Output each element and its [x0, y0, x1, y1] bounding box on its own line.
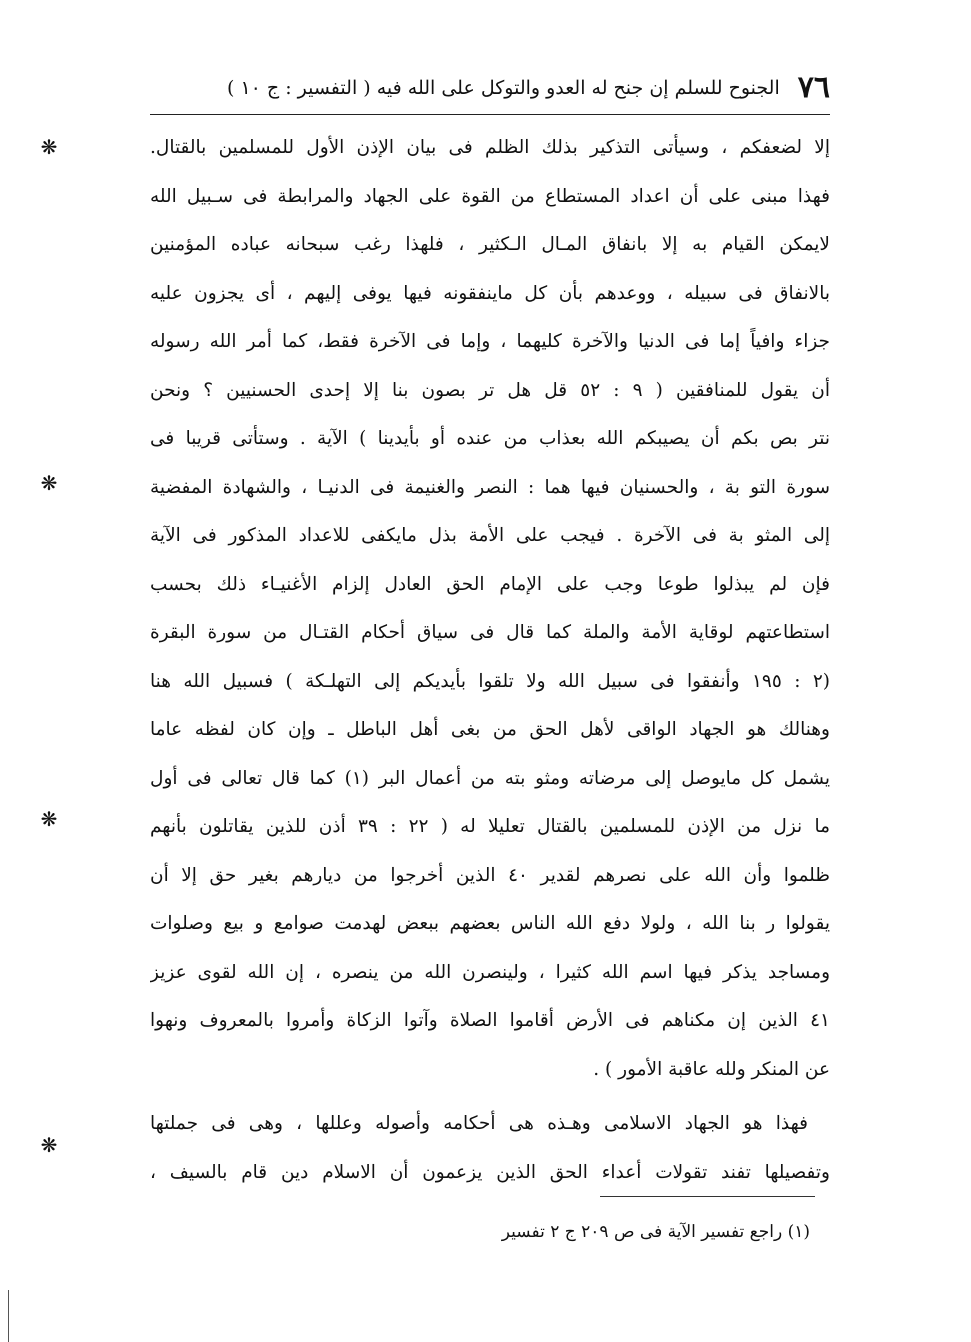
text-line: فهذا هو الجهاد الاسلامى وهـذه هى أحكامه وأصوله وعللها ، وهى فى جملتها [150, 1113, 808, 1134]
text-line: بالانفاق فى سبيله ، ووعدهم بأن كل ماينفقونه فيها يوفى إليهم ، أى يجزون عليه [150, 282, 830, 304]
margin-ornament-icon: ❋ [40, 807, 58, 831]
text-line: ومساجد يذكر فيها اسم الله كثيرا ، ولينصرن الله من ينصره ، إن الله لقوى عزيز [150, 961, 830, 983]
text-line: استطاعتهم لوقاية الأمة والملة كما قال فى سياق أحكام القتـال من سورة البقرة [150, 622, 830, 643]
text-line: يقولوا ر بنا الله ، ولولا دفع الله الناس بعضهم ببعض لهدمت صوامع و بيع وصلوات [150, 913, 830, 934]
text-line: فإن لم يبذلوا طوعا وجب على الإمام الحق العادل إلزام الأغنيـاء ذلك بحسب [150, 573, 830, 595]
margin-ornament-icon: ❋ [40, 471, 58, 495]
text-line: يشمل كل مايوصل إلى مرضاته ومثو بته من أعمال البر (١) كما قال تعالى فى أول [150, 767, 830, 789]
header-rule [150, 114, 830, 115]
text-line: جزاء وافياً إما فى الدنيا والآخرة كليهما ، وإما فى الآخرة فقط، كما أمر الله رسوله [150, 331, 830, 352]
page-header [150, 68, 830, 108]
text-line: (٢ : ١٩٥ وأنفقوا فى سبيل الله ولا تلقوا بأيديكم إلى التهلـكة ) فسبيل الله هنا [150, 670, 830, 692]
text-line: نتر بص بكم أن يصيبكم الله بعذاب من عنده أو بأيدينا ) الآية . وستأتى قريبا فى [150, 428, 830, 449]
text-line: إلى المثو بة فى الآخرة . فيجب على الأمة بذل مايكفى للاعداد المذكور فى الآية [150, 525, 830, 546]
text-line: ٤١ الذين إن مكناهم فى الأرض أقاموا الصلاة وآتوا الزكاة وأمروا بالمعروف ونهوا [150, 1010, 830, 1031]
text-line: عن المنكر ولله عاقبة الأمور ) . [593, 1058, 830, 1080]
running-title: الجنوح للسلم إن جنح له العدو والتوكل على الله فيه ( التفسير : ج ١٠ ) [226, 77, 780, 99]
text-line: فهذا مبنى على أن اعداد المستطاع من القوة على الجهاد والمرابطة فى سـبيل الله [150, 185, 830, 207]
text-line: ظلموا وأن الله على نصرهم لقدير ٤٠ الذين أخرجوا من ديارهم بغير حق إلا أن [150, 864, 830, 886]
text-line: إلا لضعفكم ، وسيأتى التذكير بذلك الظلم فى بيان الإذن الأول للمسلمين بالقتال. [150, 137, 830, 158]
footnote: (١) راجع تفسير الآية فى ص ٢٠٩ ج ٢ تفسير [501, 1222, 810, 1242]
text-line: وتفصيلها تفند تقولات أعداء الحق الذين يزعمون أن الاسلام دين قام بالسيف ، [150, 1161, 830, 1183]
body-text [150, 124, 830, 1197]
page-number: ٧٦ [797, 70, 830, 105]
text-line: لايمكن القيام به إلا بانفاق المـال الـكثير ، فلهذا رغب سبحانه عباده المؤمنين [150, 234, 830, 255]
margin-ornament-icon: ❋ [40, 135, 58, 159]
text-line: أن يقول للمنافقين ( ٩ : ٥٢ قل هل تر بصون بنا إلا إحدى الحسنيين ؟ ونحن [150, 379, 830, 401]
scan-edge-line [8, 1290, 9, 1342]
margin-ornament-icon: ❋ [40, 1133, 58, 1157]
footnote-rule [600, 1196, 815, 1197]
text-line: ما نزل من الإذن للمسلمين بالقتال تعليلا له ( ٢٢ : ٣٩ أذن للذين يقاتلون بأنهم [150, 816, 830, 837]
text-line: وهنالك هو الجهاد الواقى لأهل الحق من بغى أهل الباطل ـ وإن كان لفظه عاما [150, 719, 830, 740]
text-line: سورة التو بة ، والحسنيان فيها هما : النصر والغنيمة فى الدنيـا ، والشهادة المفضية [150, 476, 830, 498]
